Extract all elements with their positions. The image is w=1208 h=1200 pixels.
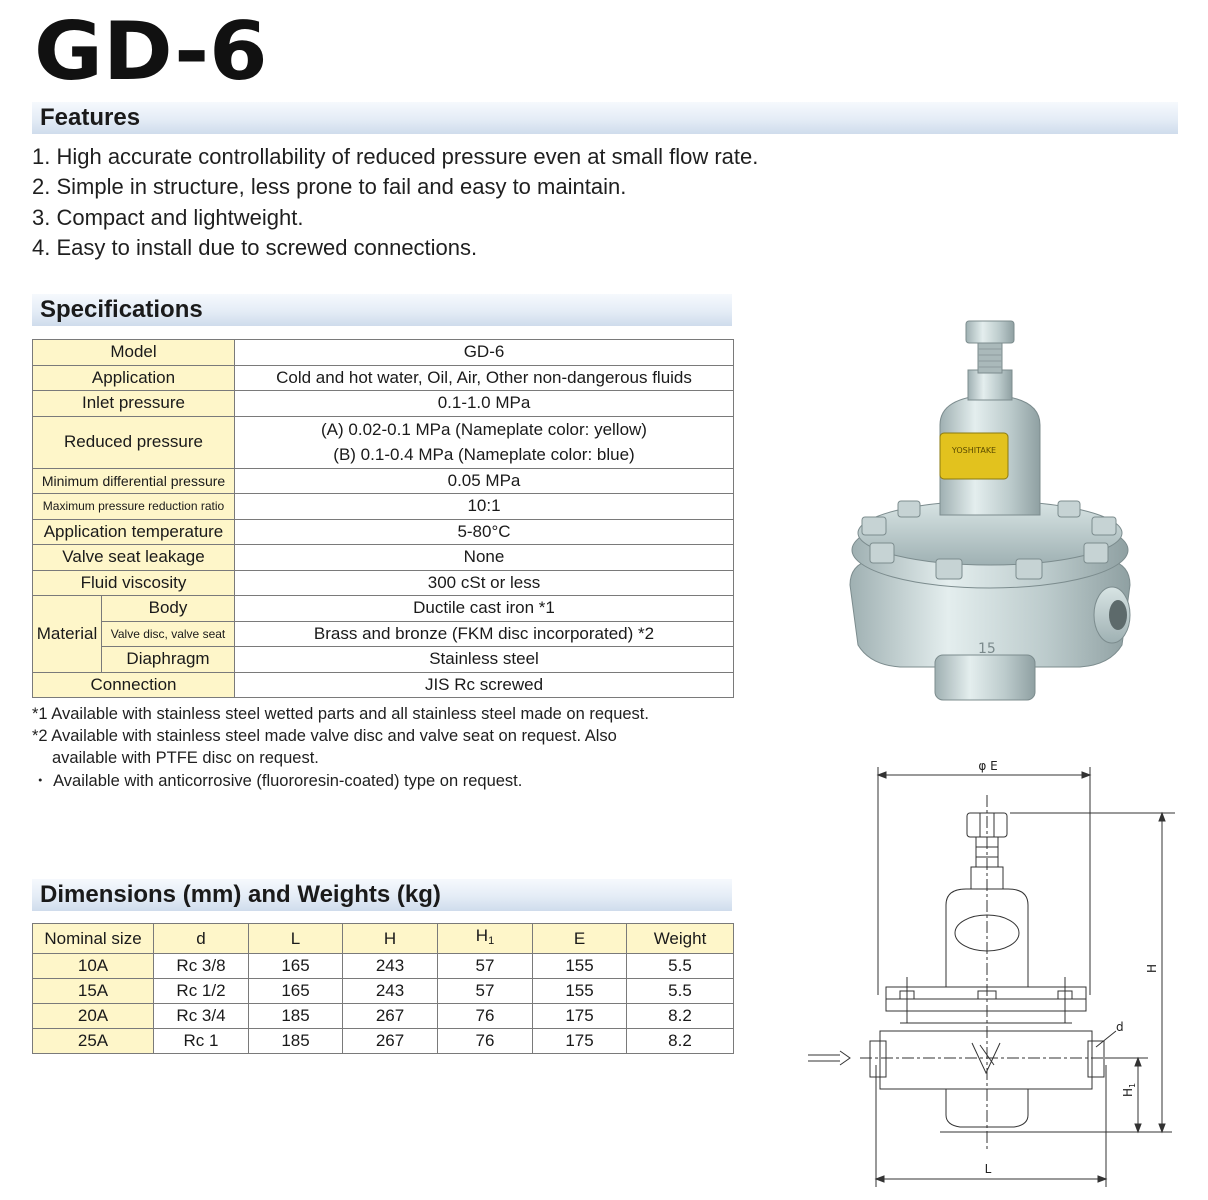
spec-label: Reduced pressure — [33, 416, 235, 468]
dim-cell: Rc 3/4 — [154, 1004, 249, 1029]
specifications-heading: Specifications — [32, 294, 732, 326]
reduced-pressure-a: (A) 0.02-0.1 MPa (Nameplate color: yellow) — [321, 420, 647, 439]
dim-cell: 175 — [533, 1004, 627, 1029]
dimensions-table — [32, 923, 734, 1054]
feature-item: 1. High accurate controllability of reduced pressure even at small flow rate. — [32, 144, 759, 169]
spec-row-inlet-pressure — [33, 391, 734, 417]
dimension-drawing — [800, 755, 1180, 1190]
dim-cell: 165 — [249, 954, 343, 979]
dim-header: Nominal size — [33, 924, 154, 954]
spec-sublabel: Valve disc, valve seat — [102, 621, 235, 647]
dim-label-l: L — [984, 1162, 992, 1176]
features-list — [32, 142, 758, 263]
spec-value: 300 cSt or less — [235, 570, 734, 596]
spec-label: Application temperature — [33, 519, 235, 545]
dim-cell: Rc 1 — [154, 1029, 249, 1054]
feature-item: 2. Simple in structure, less prone to fail and easy to maintain. — [32, 174, 627, 200]
spec-row-material-disc — [33, 621, 734, 647]
spec-label: Inlet pressure — [33, 391, 235, 417]
spec-sublabel: Diaphragm — [102, 647, 235, 673]
dim-cell: 76 — [438, 1029, 533, 1054]
dim-cell: 185 — [249, 1004, 343, 1029]
spec-label: Maximum pressure reduction ratio — [33, 494, 235, 520]
dim-cell: 57 — [438, 979, 533, 1004]
dim-cell: 165 — [249, 979, 343, 1004]
spec-value: None — [235, 545, 734, 571]
dim-cell: 5.5 — [627, 954, 734, 979]
dim-header: L — [249, 924, 343, 954]
dim-label-e: φ E — [978, 759, 998, 773]
feature-item: 3. Compact and lightweight. — [32, 204, 304, 230]
dim-cell: 15A — [33, 979, 154, 1004]
dim-cell: 185 — [249, 1029, 343, 1054]
specifications-table — [32, 339, 734, 698]
spec-label: Minimum differential pressure — [33, 468, 235, 494]
dim-cell: 10A — [33, 954, 154, 979]
note: *1 Available with stainless steel wetted parts and all stainless steel made on request. — [32, 705, 649, 723]
spec-label: Fluid viscosity — [33, 570, 235, 596]
dim-header — [438, 924, 533, 954]
dim-cell: 267 — [343, 1004, 438, 1029]
dim-cell: 76 — [438, 1004, 533, 1029]
spec-row-min-differential — [33, 468, 734, 494]
spec-row-material-body — [33, 596, 734, 622]
spec-label: Application — [33, 365, 235, 391]
feature-item: 4. Easy to install due to screwed connections. — [32, 234, 478, 260]
spec-row-max-ratio — [33, 494, 734, 520]
dim-row — [33, 1004, 734, 1029]
dim-cell: 57 — [438, 954, 533, 979]
spec-value: 0.05 MPa — [235, 468, 734, 494]
dim-header: H — [343, 924, 438, 954]
dim-header: Weight — [627, 924, 734, 954]
note: *2 Available with stainless steel made valve disc and valve seat on request. Also — [32, 727, 617, 746]
dim-cell: 175 — [533, 1029, 627, 1054]
features-heading: Features — [32, 102, 1178, 134]
spec-value: 0.1-1.0 MPa — [235, 391, 734, 417]
spec-value: GD-6 — [235, 340, 734, 366]
spec-label-material: Material — [33, 596, 102, 673]
spec-notes — [32, 703, 649, 792]
dim-cell: 8.2 — [627, 1029, 734, 1054]
spec-row-viscosity — [33, 570, 734, 596]
dim-cell: Rc 3/8 — [154, 954, 249, 979]
spec-row-material-diaphragm — [33, 647, 734, 673]
dim-header-row — [33, 924, 734, 954]
body-marking: 15 — [978, 641, 996, 657]
dim-cell: 8.2 — [627, 1004, 734, 1029]
spec-row-leakage — [33, 545, 734, 571]
dim-cell: 25A — [33, 1029, 154, 1054]
dim-label-h1-main: H — [1121, 1087, 1135, 1097]
spec-label: Connection — [33, 672, 235, 698]
dim-row — [33, 1029, 734, 1054]
dim-row — [33, 954, 734, 979]
dimensions-heading: Dimensions (mm) and Weights (kg) — [32, 879, 732, 911]
spec-row-model — [33, 340, 734, 366]
note: ・ Available with anticorrosive (fluororesin-coated) type on request. — [32, 771, 523, 790]
dim-header: d — [154, 924, 249, 954]
dim-cell: 20A — [33, 1004, 154, 1029]
dim-cell: 155 — [533, 954, 627, 979]
page-title: GD-6 — [34, 5, 268, 98]
spec-label: Valve seat leakage — [33, 545, 235, 571]
spec-value: Ductile cast iron *1 — [235, 596, 734, 622]
spec-value: Brass and bronze (FKM disc incorporated) *2 — [235, 621, 734, 647]
dim-label-h: H — [1145, 963, 1159, 973]
spec-row-application — [33, 365, 734, 391]
dim-label-d: d — [1116, 1020, 1124, 1034]
dim-cell: Rc 1/2 — [154, 979, 249, 1004]
dim-header-h1-sub: 1 — [488, 935, 495, 947]
spec-value: 10:1 — [235, 494, 734, 520]
note: available with PTFE disc on request. — [52, 749, 319, 768]
spec-value: Stainless steel — [235, 647, 734, 673]
spec-value: JIS Rc screwed — [235, 672, 734, 698]
spec-sublabel: Body — [102, 596, 235, 622]
reduced-pressure-b: (B) 0.1-0.4 MPa (Nameplate color: blue) — [333, 445, 635, 464]
spec-row-connection — [33, 672, 734, 698]
dim-header-h1: H — [475, 926, 489, 945]
dim-row — [33, 979, 734, 1004]
spec-row-temperature — [33, 519, 734, 545]
spec-label: Model — [33, 340, 235, 366]
dim-cell: 155 — [533, 979, 627, 1004]
spec-value: Cold and hot water, Oil, Air, Other non-dangerous fluids — [235, 365, 734, 391]
product-photo — [840, 315, 1140, 715]
dim-cell: 5.5 — [627, 979, 734, 1004]
dim-header: E — [533, 924, 627, 954]
spec-value: 5-80°C — [235, 519, 734, 545]
dim-cell: 243 — [343, 954, 438, 979]
dim-label-h1-sub: 1 — [1128, 1082, 1137, 1088]
spec-row-reduced-pressure — [33, 416, 734, 468]
dim-cell: 267 — [343, 1029, 438, 1054]
spec-value — [235, 416, 734, 468]
dim-label-h1 — [1121, 1083, 1137, 1097]
dim-cell: 243 — [343, 979, 438, 1004]
nameplate-text: YOSHITAKE — [951, 446, 997, 455]
